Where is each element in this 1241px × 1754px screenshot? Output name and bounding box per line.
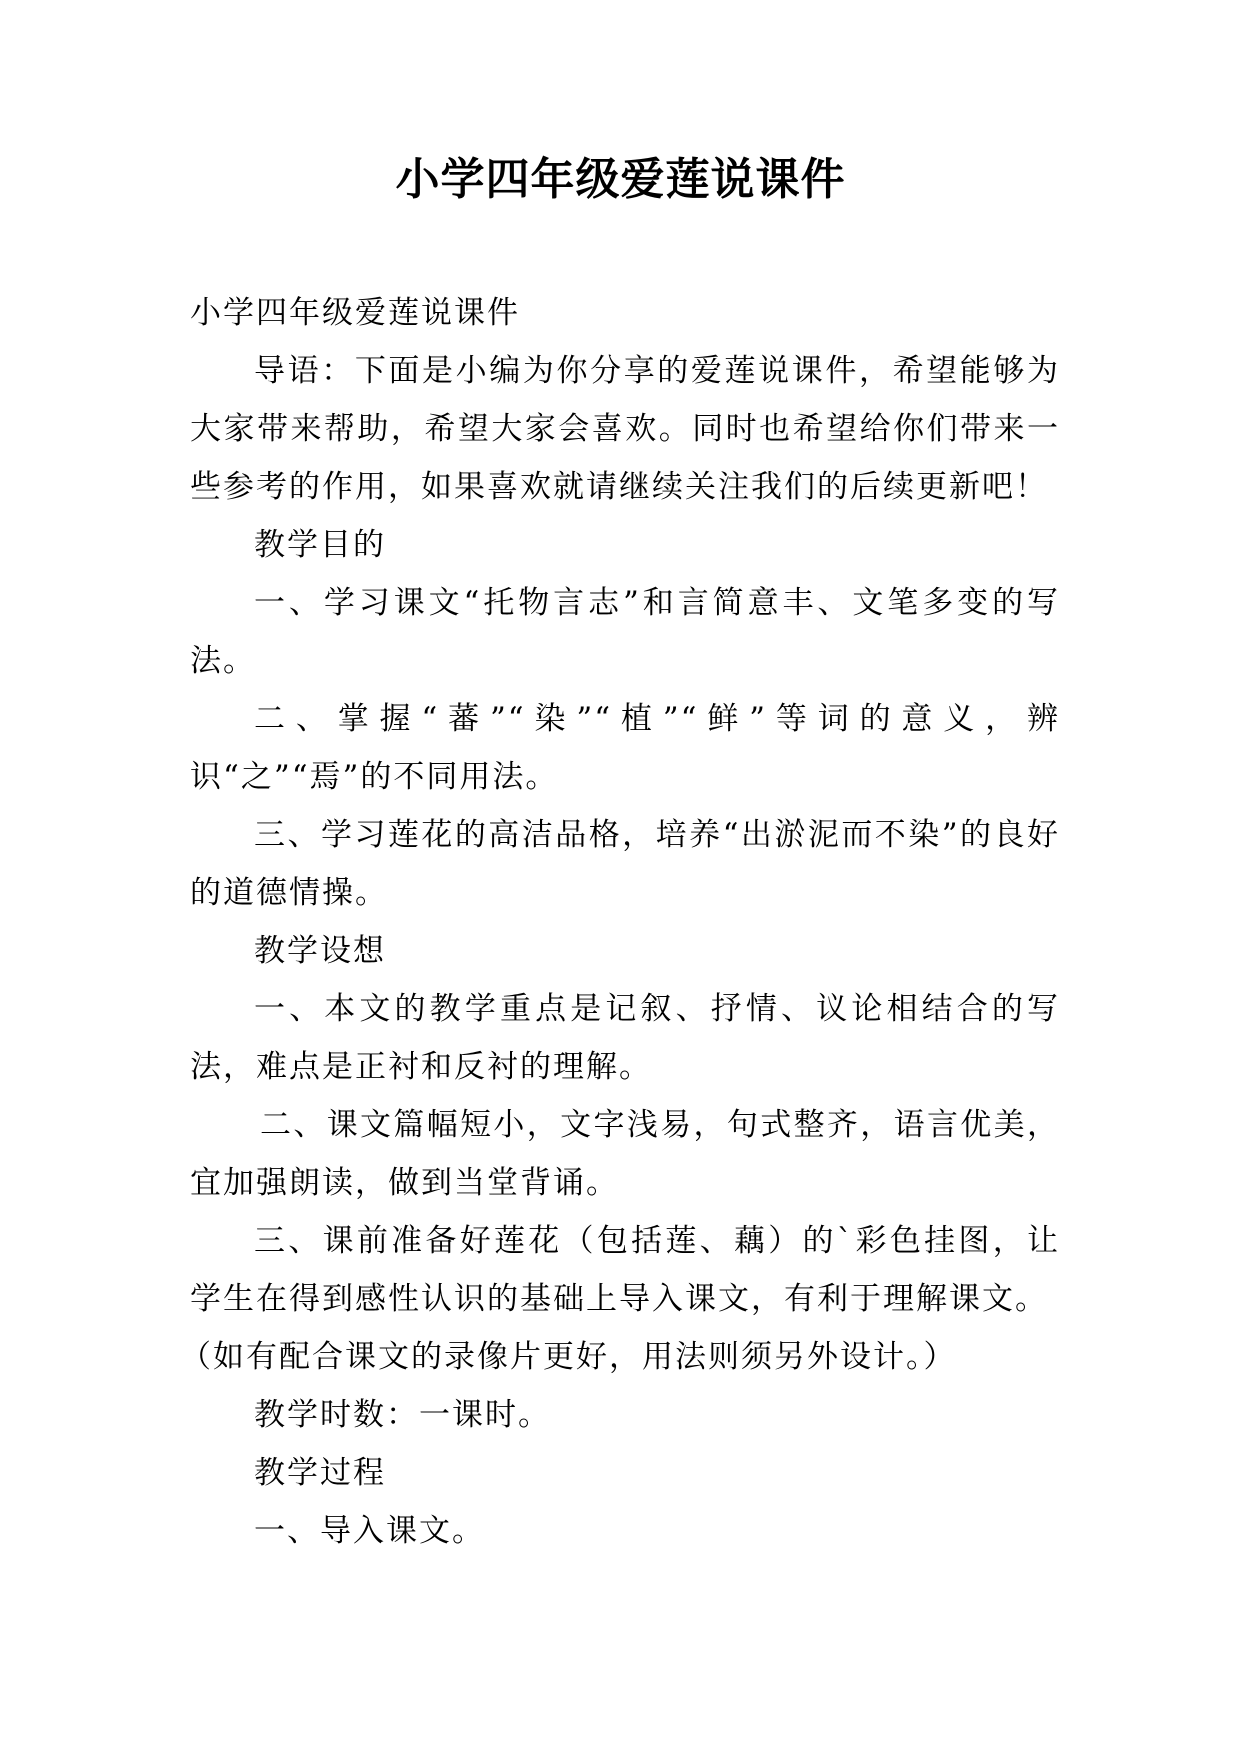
plan-item-1: 一、本文的教学重点是记叙、抒情、议论相结合的写法，难点是正衬和反衬的理解。 — [190, 991, 1060, 1085]
document-body — [180, 284, 1060, 1560]
teaching-hours: 教学时数：一课时。 — [254, 1397, 551, 1433]
document-title: 小学四年级爱莲说课件 — [395, 154, 846, 205]
section-heading-teaching-plan: 教学设想 — [254, 933, 386, 969]
goal-item-2: 二、掌握“蕃”“染”“植”“鲜”等词的意义，辨识“之”“焉”的不同用法。 — [190, 701, 1060, 795]
subtitle-paragraph: 小学四年级爱莲说课件 — [190, 295, 520, 331]
goal-item-1: 一、学习课文“托物言志”和言简意丰、文笔多变的写法。 — [190, 585, 1060, 679]
plan-item-3: 三、课前准备好莲花（包括莲、藕）的`彩色挂图，让学生在得到感性认识的基础上导入课文，有利于理解课文。 — [190, 1223, 1060, 1317]
section-heading-teaching-goals: 教学目的 — [254, 527, 386, 563]
section-heading-teaching-process: 教学过程 — [254, 1455, 386, 1491]
plan-note: （如有配合课文的录像片更好，用法则须另外设计。） — [180, 1339, 957, 1375]
plan-item-2: 二、课文篇幅短小，文字浅易，句式整齐，语言优美，宜加强朗读，做到当堂背诵。 — [190, 1107, 1060, 1201]
process-item-1: 一、导入课文。 — [254, 1513, 485, 1549]
goal-item-3: 三、学习莲花的高洁品格，培养“出淤泥而不染”的良好的道德情操。 — [190, 817, 1060, 911]
intro-paragraph: 导语：下面是小编为你分享的爱莲说课件，希望能够为大家带来帮助，希望大家会喜欢。同时也希望给你们带来一些参考的作用，如果喜欢就请继续关注我们的后续更新吧！ — [190, 353, 1060, 505]
